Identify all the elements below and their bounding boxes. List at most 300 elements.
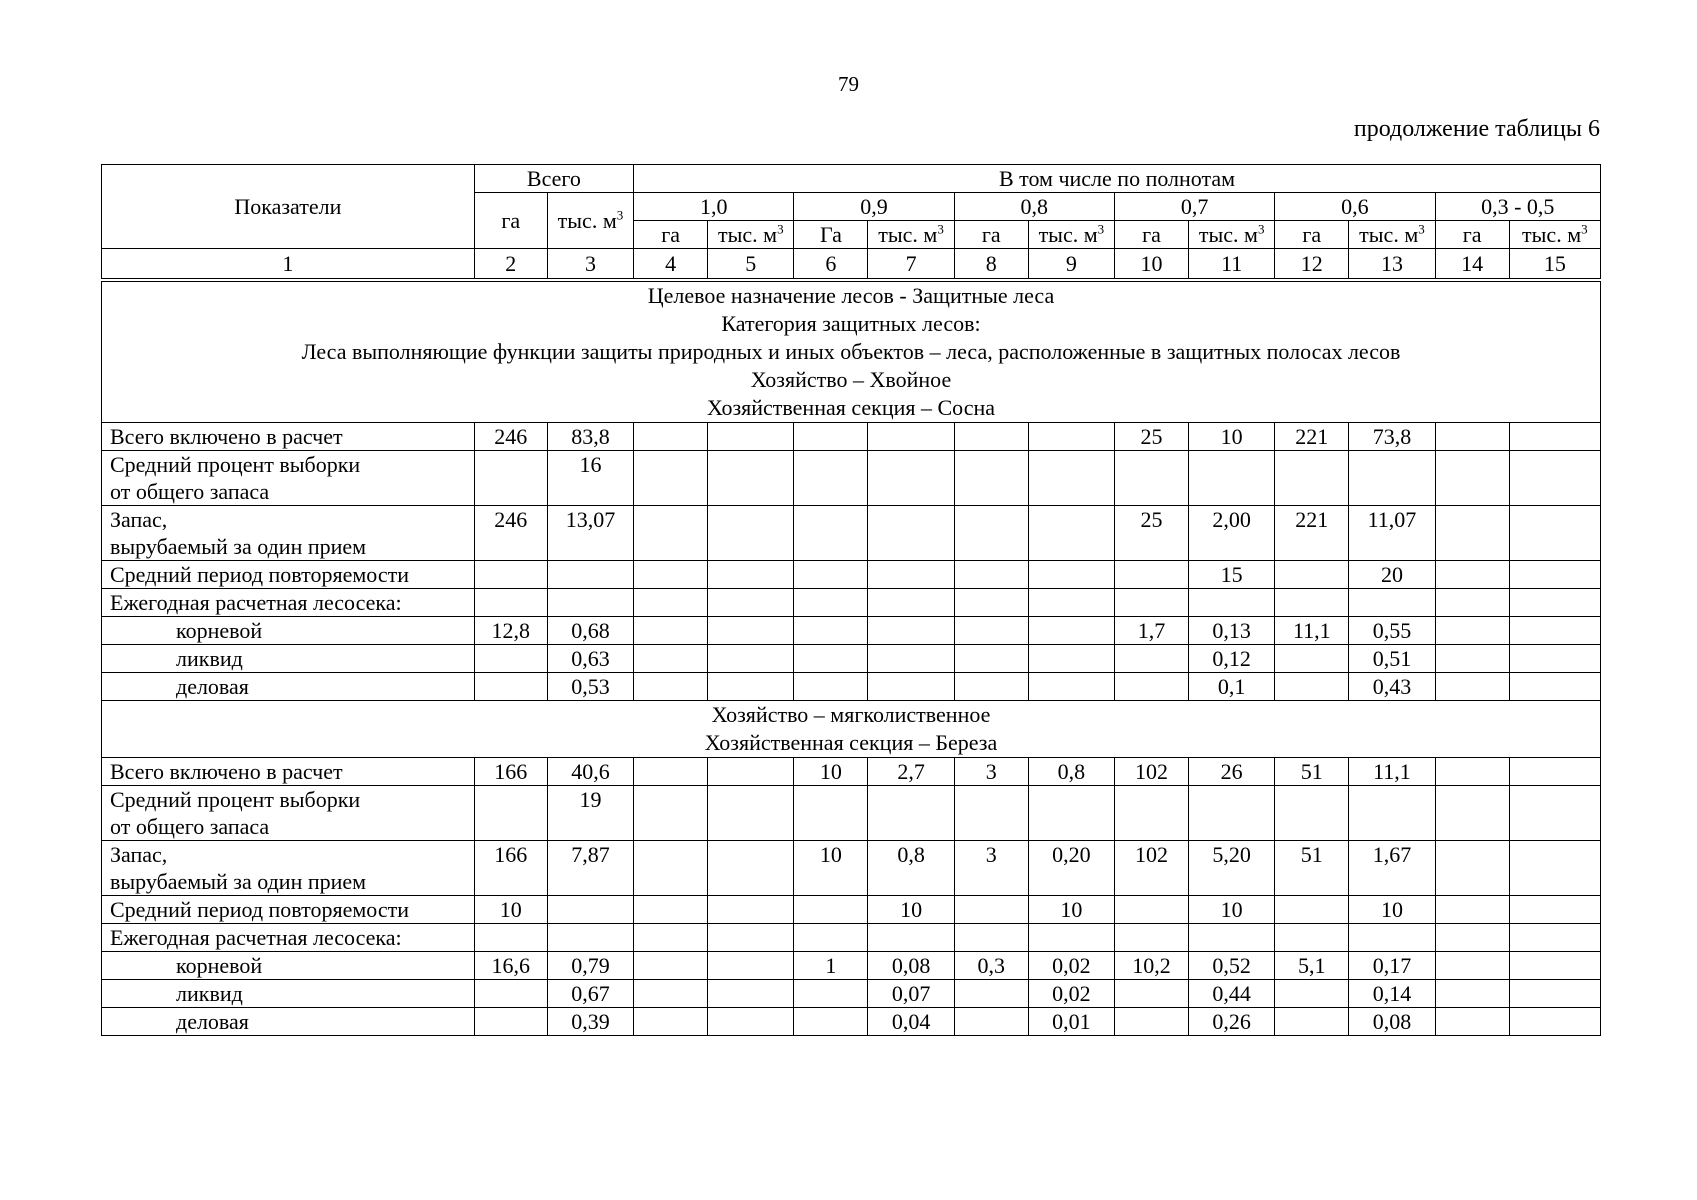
row-label	[102, 423, 475, 451]
table-cell	[868, 786, 954, 841]
table-cell	[1509, 758, 1600, 786]
row-label-line: Средний процент выборки	[110, 452, 361, 477]
table-cell	[794, 645, 868, 673]
header-ha: га	[1435, 221, 1509, 249]
table-cell	[954, 980, 1028, 1008]
table-cell	[634, 589, 708, 617]
table-cell	[634, 841, 708, 896]
table-cell	[1189, 451, 1275, 506]
table-cell: 25	[1114, 423, 1188, 451]
table-cell	[1275, 561, 1349, 589]
table-cell	[708, 980, 794, 1008]
table-cell: 1,7	[1114, 617, 1188, 645]
table-row	[102, 423, 1601, 451]
table-cell: 2,7	[868, 758, 954, 786]
row-label-line: от общего запаса	[110, 814, 270, 839]
table-cell: 16,6	[474, 952, 547, 980]
table-cell	[954, 673, 1028, 701]
section-title-line: Хозяйственная секция – Сосна	[706, 395, 996, 420]
table-cell: 0,53	[547, 673, 633, 701]
section-header-row	[102, 701, 1601, 758]
table-cell	[1435, 423, 1509, 451]
header-density-4: 0,7	[1114, 193, 1274, 221]
column-number: 2	[474, 249, 547, 281]
table-cell	[1509, 924, 1600, 952]
header-density-3: 0,8	[954, 193, 1114, 221]
row-label	[102, 506, 475, 561]
table-cell: 0,12	[1189, 645, 1275, 673]
table-cell	[547, 589, 633, 617]
table-cell	[1028, 451, 1114, 506]
table-cell: 0,52	[1189, 952, 1275, 980]
table-cell	[1435, 506, 1509, 561]
table-row	[102, 1008, 1601, 1036]
header-density-1: 1,0	[634, 193, 794, 221]
table-cell	[794, 506, 868, 561]
row-label	[102, 786, 475, 841]
header-ha: га	[634, 221, 708, 249]
table-cell: 73,8	[1349, 423, 1435, 451]
header-ha: Га	[794, 221, 868, 249]
table-cell	[868, 423, 954, 451]
table-cell	[708, 952, 794, 980]
table-cell: 1,67	[1349, 841, 1435, 896]
table-cell	[1509, 451, 1600, 506]
table-cell: 0,1	[1189, 673, 1275, 701]
table-cell	[1509, 1008, 1600, 1036]
table-cell	[794, 1008, 868, 1036]
row-label-line: деловая	[176, 1009, 249, 1034]
table-row	[102, 980, 1601, 1008]
table-cell: 0,39	[547, 1008, 633, 1036]
table-cell	[1509, 786, 1600, 841]
table-row	[102, 673, 1601, 701]
table-cell: 166	[474, 758, 547, 786]
section-title-line: Хозяйственная секция – Береза	[704, 730, 998, 755]
table-cell	[474, 786, 547, 841]
table-cell: 0,08	[1349, 1008, 1435, 1036]
row-label	[102, 924, 475, 952]
table-cell	[1275, 924, 1349, 952]
table-cell	[1509, 506, 1600, 561]
row-label-line: корневой	[176, 618, 263, 643]
table-row	[102, 561, 1601, 589]
table-cell	[1189, 924, 1275, 952]
table-cell: 0,14	[1349, 980, 1435, 1008]
table-cell: 0,68	[547, 617, 633, 645]
row-label	[102, 673, 475, 701]
table-cell: 0,44	[1189, 980, 1275, 1008]
table-cell	[1435, 451, 1509, 506]
header-ha: га	[954, 221, 1028, 249]
header-density-6: 0,3 - 0,5	[1435, 193, 1600, 221]
table-cell: 19	[547, 786, 633, 841]
row-label-line: вырубаемый за один прием	[110, 869, 367, 894]
table-cell	[1028, 645, 1114, 673]
table-cell	[1435, 980, 1509, 1008]
table-cell	[794, 673, 868, 701]
table-cell	[708, 1008, 794, 1036]
column-number: 9	[1028, 249, 1114, 281]
header-density-2: 0,9	[794, 193, 954, 221]
table-cell	[1349, 451, 1435, 506]
header-volume: тыс. $м^3$	[1028, 221, 1114, 249]
table-cell	[1509, 896, 1600, 924]
column-number: 7	[868, 249, 954, 281]
table-cell: 0,63	[547, 645, 633, 673]
table-row	[102, 617, 1601, 645]
table-cell	[1114, 451, 1188, 506]
table-cell: 0,43	[1349, 673, 1435, 701]
header-ha: га	[1114, 221, 1188, 249]
table-row	[102, 896, 1601, 924]
table-cell: 166	[474, 841, 547, 896]
row-label-line: Запас,	[110, 842, 168, 867]
table-cell	[708, 423, 794, 451]
table-cell: 0,67	[547, 980, 633, 1008]
table-cell	[634, 896, 708, 924]
table-cell: 0,79	[547, 952, 633, 980]
row-label	[102, 952, 475, 980]
table-row	[102, 786, 1601, 841]
table-cell	[634, 673, 708, 701]
header-volume: тыс. $м^3$	[1349, 221, 1435, 249]
table-cell	[474, 980, 547, 1008]
table-cell	[474, 589, 547, 617]
table-cell	[708, 589, 794, 617]
table-cell	[1435, 673, 1509, 701]
table-cell	[1114, 896, 1188, 924]
table-row	[102, 645, 1601, 673]
table-cell	[1114, 924, 1188, 952]
table-cell	[1028, 617, 1114, 645]
table-cell	[1275, 589, 1349, 617]
table-cell: 0,02	[1028, 980, 1114, 1008]
table-cell	[708, 506, 794, 561]
table-cell: 5,1	[1275, 952, 1349, 980]
row-label-line: корневой	[176, 953, 263, 978]
table-cell	[954, 506, 1028, 561]
table-cell	[954, 786, 1028, 841]
header-volume: тыс. $м^3$	[868, 221, 954, 249]
section-title-line: Целевое назначение лесов - Защитные леса	[647, 283, 1055, 308]
table-cell: 10	[868, 896, 954, 924]
table-cell: 10	[474, 896, 547, 924]
table-cell	[708, 645, 794, 673]
table-cell	[634, 617, 708, 645]
header-total: Всего	[474, 165, 633, 193]
table-cell	[868, 506, 954, 561]
table-cell	[474, 924, 547, 952]
table-cell: 10	[1349, 896, 1435, 924]
table-cell	[634, 786, 708, 841]
table-cell	[708, 924, 794, 952]
table-cell: 51	[1275, 841, 1349, 896]
header-density-5: 0,6	[1275, 193, 1435, 221]
table-cell	[634, 1008, 708, 1036]
section-title-line: Леса выполняющие функции защиты природных и иных объектов – леса, расположенные в защитных полосах лесов	[301, 339, 1401, 364]
table-cell	[954, 1008, 1028, 1036]
table-cell	[1435, 841, 1509, 896]
continuation-caption: продолжение таблицы 6	[1353, 116, 1600, 142]
row-label-line: вырубаемый за один прием	[110, 534, 367, 559]
table-cell	[794, 980, 868, 1008]
table-cell: 0,04	[868, 1008, 954, 1036]
table-cell: 20	[1349, 561, 1435, 589]
table-cell	[708, 841, 794, 896]
column-number: 11	[1189, 249, 1275, 281]
column-numbers-row	[102, 249, 1601, 281]
row-label	[102, 645, 475, 673]
table-cell: 10,2	[1114, 952, 1188, 980]
table-cell	[1028, 506, 1114, 561]
table-cell: 0,8	[868, 841, 954, 896]
table-cell	[794, 786, 868, 841]
table-row	[102, 952, 1601, 980]
table-cell: 40,6	[547, 758, 633, 786]
table-cell	[954, 423, 1028, 451]
table-cell	[1275, 896, 1349, 924]
table-cell: 0,55	[1349, 617, 1435, 645]
table-cell: 102	[1114, 841, 1188, 896]
table-cell: 10	[1028, 896, 1114, 924]
table-cell	[1114, 980, 1188, 1008]
table-cell	[868, 561, 954, 589]
table-cell: 0,20	[1028, 841, 1114, 896]
table-cell	[634, 980, 708, 1008]
table-cell	[954, 896, 1028, 924]
row-label-line: деловая	[176, 674, 249, 699]
table-cell	[1275, 673, 1349, 701]
column-number: 10	[1114, 249, 1188, 281]
row-label	[102, 589, 475, 617]
row-label	[102, 1008, 475, 1036]
table-cell	[1028, 673, 1114, 701]
table-cell: 16	[547, 451, 633, 506]
table-cell: 0,13	[1189, 617, 1275, 645]
table-cell	[1028, 589, 1114, 617]
row-label	[102, 980, 475, 1008]
table-cell	[868, 924, 954, 952]
table-cell: 11,07	[1349, 506, 1435, 561]
row-label-line: Средний процент выборки	[110, 787, 361, 812]
header-volume: тыс. $м^3$	[1189, 221, 1275, 249]
column-number: 12	[1275, 249, 1349, 281]
table-cell	[1435, 561, 1509, 589]
table-cell	[1509, 645, 1600, 673]
table-cell	[1435, 896, 1509, 924]
table-cell	[868, 451, 954, 506]
header-including: В том числе по полнотам	[634, 165, 1601, 193]
row-label	[102, 841, 475, 896]
table-cell: 26	[1189, 758, 1275, 786]
table-cell	[1509, 423, 1600, 451]
table-cell	[1509, 980, 1600, 1008]
table-cell: 83,8	[547, 423, 633, 451]
table-cell	[547, 561, 633, 589]
row-label	[102, 617, 475, 645]
table-cell	[634, 451, 708, 506]
section-title-line: Категория защитных лесов:	[721, 311, 981, 336]
header-volume: тыс. $м^3$	[1509, 221, 1600, 249]
table-cell: 10	[794, 758, 868, 786]
row-label-line: от общего запаса	[110, 479, 270, 504]
table-cell: 5,20	[1189, 841, 1275, 896]
table-cell	[708, 896, 794, 924]
row-label-line: Запас,	[110, 507, 168, 532]
section-title-line: Хозяйство – Хвойное	[750, 367, 952, 392]
table-cell	[708, 561, 794, 589]
table-cell	[1189, 786, 1275, 841]
table-cell	[708, 617, 794, 645]
table-cell	[954, 617, 1028, 645]
table-cell: 0,01	[1028, 1008, 1114, 1036]
table-cell	[794, 896, 868, 924]
table-cell	[634, 924, 708, 952]
table-cell	[708, 673, 794, 701]
column-number: 13	[1349, 249, 1435, 281]
table-cell	[794, 423, 868, 451]
table-cell	[547, 924, 633, 952]
table-cell	[868, 617, 954, 645]
row-label	[102, 758, 475, 786]
row-label-line: Ежегодная расчетная лесосека:	[110, 590, 402, 615]
table-cell	[868, 589, 954, 617]
table-cell: 15	[1189, 561, 1275, 589]
row-label	[102, 561, 475, 589]
table-cell	[1509, 617, 1600, 645]
table-cell	[1028, 561, 1114, 589]
table-body	[102, 165, 1601, 1036]
table-cell	[794, 589, 868, 617]
table-cell: 10	[1189, 896, 1275, 924]
table-cell	[1435, 952, 1509, 980]
table-cell: 0,08	[868, 952, 954, 980]
table-cell: 246	[474, 506, 547, 561]
table-cell	[1275, 645, 1349, 673]
page-number: 79	[838, 72, 859, 96]
row-label-line: ликвид	[176, 646, 243, 671]
table-cell: 0,26	[1189, 1008, 1275, 1036]
row-label	[102, 896, 475, 924]
column-number: 5	[708, 249, 794, 281]
table-cell	[1114, 561, 1188, 589]
table-cell	[1435, 786, 1509, 841]
header-volume: тыс. $м^3$	[708, 221, 794, 249]
table-cell	[1509, 952, 1600, 980]
section-header-row	[102, 280, 1601, 423]
section-title	[102, 280, 1601, 423]
table-cell	[954, 924, 1028, 952]
table-cell: 0,51	[1349, 645, 1435, 673]
table-cell: 13,07	[547, 506, 633, 561]
table-cell	[474, 451, 547, 506]
table-cell	[1275, 1008, 1349, 1036]
row-label-line: Всего включено в расчет	[110, 424, 343, 449]
table-cell	[1275, 451, 1349, 506]
table-cell: 221	[1275, 506, 1349, 561]
table-cell	[474, 561, 547, 589]
table-cell: 2,00	[1189, 506, 1275, 561]
table-cell: 1	[794, 952, 868, 980]
table-row	[102, 758, 1601, 786]
table-cell	[1349, 786, 1435, 841]
table-cell	[474, 673, 547, 701]
table-cell	[474, 1008, 547, 1036]
table-cell: 246	[474, 423, 547, 451]
table-cell	[547, 896, 633, 924]
column-number: 3	[547, 249, 633, 281]
table-cell	[794, 451, 868, 506]
table-cell	[794, 561, 868, 589]
row-label-line: Средний период повторяемости	[110, 897, 409, 922]
table-cell	[634, 952, 708, 980]
table-row	[102, 924, 1601, 952]
row-label	[102, 451, 475, 506]
row-label-line: ликвид	[176, 981, 243, 1006]
table-cell	[954, 589, 1028, 617]
table-cell: 0,3	[954, 952, 1028, 980]
table-cell	[794, 924, 868, 952]
table-cell	[1435, 645, 1509, 673]
table-cell: 0,02	[1028, 952, 1114, 980]
table-cell	[1028, 924, 1114, 952]
table-cell: 0,17	[1349, 952, 1435, 980]
table-cell	[1189, 589, 1275, 617]
column-number: 15	[1509, 249, 1600, 281]
table-cell	[1509, 589, 1600, 617]
table-cell	[634, 423, 708, 451]
table-cell	[1435, 617, 1509, 645]
table-cell	[1275, 980, 1349, 1008]
table-row	[102, 451, 1601, 506]
header-total-volume: тыс. $м^3$	[547, 193, 633, 249]
table-cell: 221	[1275, 423, 1349, 451]
header-ha: га	[1275, 221, 1349, 249]
table-cell	[1028, 423, 1114, 451]
table-cell	[474, 645, 547, 673]
table-cell	[1349, 589, 1435, 617]
table-cell	[634, 506, 708, 561]
column-number: 1	[102, 249, 475, 281]
table-cell	[1435, 589, 1509, 617]
section-title	[102, 701, 1601, 758]
table-cell	[1509, 673, 1600, 701]
table-cell	[1509, 561, 1600, 589]
table-cell	[868, 645, 954, 673]
header-indicators: Показатели	[102, 165, 475, 249]
table-cell: 3	[954, 841, 1028, 896]
table-cell	[634, 645, 708, 673]
table-cell	[708, 758, 794, 786]
table-cell: 0,07	[868, 980, 954, 1008]
table-cell	[794, 617, 868, 645]
header-row-1	[102, 165, 1601, 193]
table-row	[102, 841, 1601, 896]
table-cell	[1114, 645, 1188, 673]
table-cell	[1435, 758, 1509, 786]
table-cell	[1114, 786, 1188, 841]
table-cell	[1114, 673, 1188, 701]
table-cell	[708, 451, 794, 506]
table-cell: 25	[1114, 506, 1188, 561]
table-cell	[1028, 786, 1114, 841]
table-row	[102, 589, 1601, 617]
table-cell	[954, 451, 1028, 506]
table-cell	[634, 561, 708, 589]
table-cell: 51	[1275, 758, 1349, 786]
row-label-line: Средний период повторяемости	[110, 562, 409, 587]
